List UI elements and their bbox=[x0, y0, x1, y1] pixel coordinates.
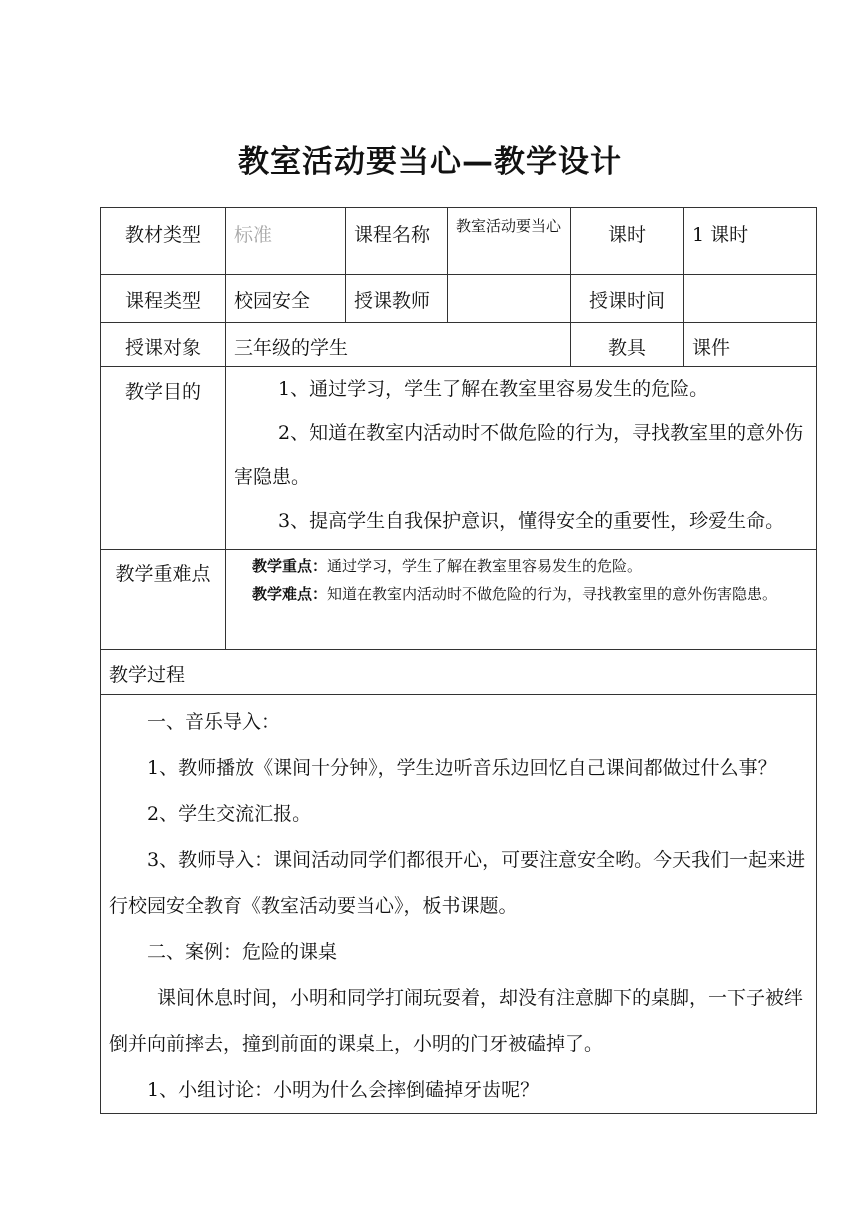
process-paragraph: 2、学生交流汇报。 bbox=[147, 803, 312, 825]
goal-item: 1、通过学习，学生了解在教室里容易发生的危险。 bbox=[278, 378, 709, 400]
label-key-points: 教学重难点 bbox=[101, 550, 226, 650]
course-name-value: 教室活动要当心 bbox=[448, 208, 571, 275]
row-process-header bbox=[101, 650, 817, 695]
period-value: 1 课时 bbox=[684, 208, 817, 275]
key-points-content bbox=[226, 550, 817, 650]
difficulty-text: 知道在教室内活动时不做危险的行为，寻找教室里的意外伤害隐患。 bbox=[327, 585, 778, 603]
goals-content bbox=[226, 367, 817, 550]
label-tools: 教具 bbox=[571, 323, 684, 367]
process-paragraph: 1、小组讨论：小明为什么会摔倒磕掉牙齿呢？ bbox=[147, 1079, 540, 1101]
process-content bbox=[101, 695, 817, 1114]
material-type-value: 标准 bbox=[226, 208, 346, 275]
label-period: 课时 bbox=[571, 208, 684, 275]
process-paragraph: 1、教师播放《课间十分钟》，学生边听音乐边回忆自己课间都做过什么事？ bbox=[147, 757, 777, 779]
key-point-text: 通过学习，学生了解在教室里容易发生的危险。 bbox=[327, 557, 643, 575]
process-paragraph: 二、案例：危险的课桌 bbox=[147, 941, 338, 963]
row-process bbox=[101, 695, 817, 1114]
process-paragraph: 课间休息时间，小明和同学打闹玩耍着，却没有注意脚下的桌脚，一下子被绊倒并向前摔去，撞到前面的课桌上，小明的门牙被磕掉了。 bbox=[109, 987, 804, 1055]
label-material-type: 教材类型 bbox=[101, 208, 226, 275]
tools-value: 课件 bbox=[684, 323, 817, 367]
target-value: 三年级的学生 bbox=[226, 323, 571, 367]
difficulty-label: 教学难点： bbox=[252, 585, 328, 603]
label-teacher: 授课教师 bbox=[346, 275, 448, 323]
teacher-value bbox=[448, 275, 571, 323]
label-course-name: 课程名称 bbox=[346, 208, 448, 275]
label-course-type: 课程类型 bbox=[101, 275, 226, 323]
goal-item: 2、知道在教室内活动时不做危险的行为，寻找教室里的意外伤害隐患。 bbox=[234, 422, 804, 488]
course-type-value: 校园安全 bbox=[226, 275, 346, 323]
row-goals bbox=[101, 367, 817, 550]
difficulty bbox=[226, 580, 816, 608]
process-header: 教学过程 bbox=[101, 650, 817, 695]
row-target bbox=[101, 323, 817, 367]
row-key-points bbox=[101, 550, 817, 650]
document-title: 教室活动要当心—教学设计 bbox=[238, 144, 622, 180]
process-paragraph: 3、教师导入：课间活动同学们都很开心，可要注意安全哟。今天我们一起来进行校园安全教育《教室活动要当心》，板书课题。 bbox=[109, 849, 806, 917]
label-goals: 教学目的 bbox=[101, 367, 226, 550]
key-point bbox=[226, 552, 816, 580]
lesson-time-value bbox=[684, 275, 817, 323]
key-point-label: 教学重点： bbox=[252, 557, 328, 575]
label-target: 授课对象 bbox=[101, 323, 226, 367]
lesson-plan-table bbox=[100, 207, 817, 1114]
row-course-type bbox=[101, 275, 817, 323]
row-material bbox=[101, 208, 817, 275]
label-lesson-time: 授课时间 bbox=[571, 275, 684, 323]
process-paragraph: 一、音乐导入： bbox=[147, 711, 281, 733]
goal-item: 3、提高学生自我保护意识，懂得安全的重要性，珍爱生命。 bbox=[278, 510, 785, 532]
